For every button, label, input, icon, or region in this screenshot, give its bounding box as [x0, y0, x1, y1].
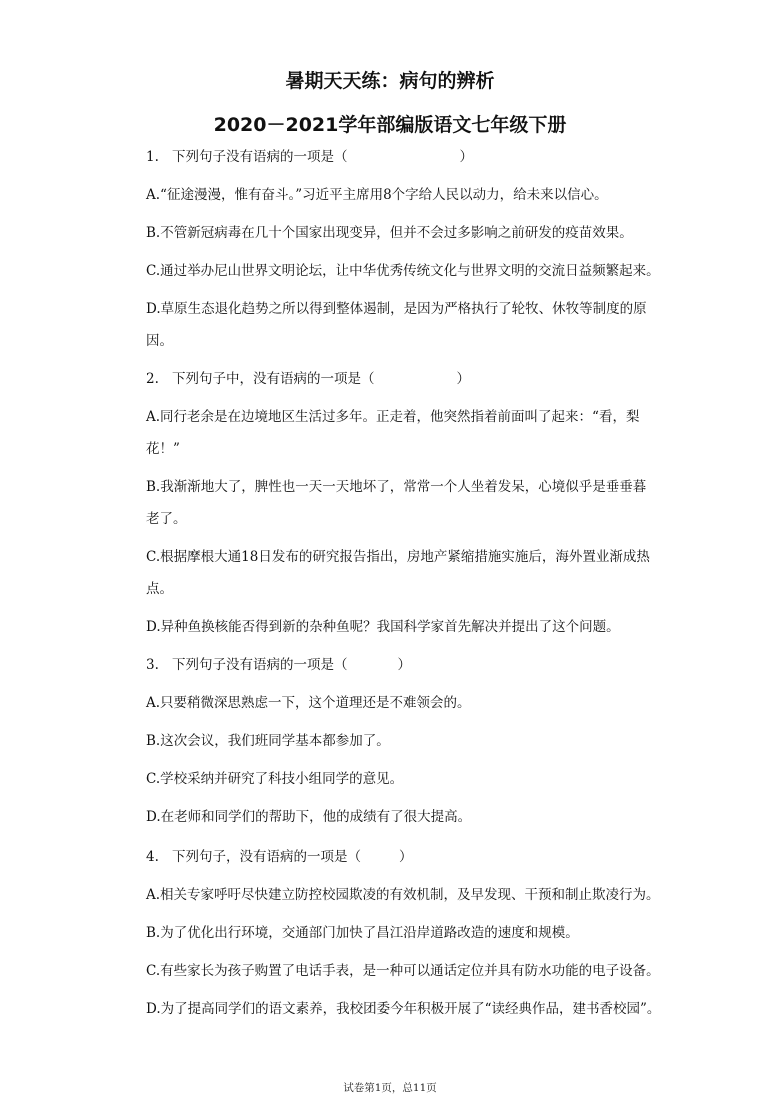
question-3-text: 下列句子没有语病的一项是（ — [172, 657, 348, 673]
question-2-option-a-line2: 花！” — [146, 441, 180, 457]
page-subtitle: 2020－2021学年部编版语文七年级下册 — [213, 114, 567, 136]
question-2-option-a-line1: A.同行老余是在边境地区生活过多年。正走着，他突然指着前面叫了起来：“看，梨 — [146, 409, 640, 425]
question-2-option-d: D.异种鱼换核能否得到新的杂种鱼呢？我国科学家首先解决并提出了这个问题。 — [146, 619, 620, 635]
question-2-option-c-line2: 点。 — [146, 581, 173, 597]
question-4-close: ） — [399, 849, 413, 865]
question-3-option-a: A.只要稍微深思熟虑一下，这个道理还是不难领会的。 — [146, 695, 471, 711]
question-1-stem — [146, 148, 473, 166]
question-3-option-d: D.在老师和同学们的帮助下，他的成绩有了很大提高。 — [146, 809, 472, 825]
question-2-close: ） — [456, 371, 470, 387]
question-2-number: 2. — [146, 371, 159, 387]
question-1-option-b: B.不管新冠病毒在几十个国家出现变异，但并不会过多影响之前研发的疫苗效果。 — [146, 225, 633, 241]
question-3-number: 3. — [146, 657, 159, 673]
question-4-stem — [146, 848, 413, 866]
question-3-stem — [146, 656, 411, 674]
question-3-option-b: B.这次会议，我们班同学基本都参加了。 — [146, 733, 390, 749]
question-1-close: ） — [459, 149, 473, 165]
question-2-option-b-line1: B.我渐渐地大了，脾性也一天一天地坏了，常常一个人坐着发呆，心境似乎是垂垂暮 — [146, 479, 647, 495]
page-footer: 试卷第1页，总11页 — [343, 1082, 437, 1094]
question-1-option-d-line2: 因。 — [146, 333, 173, 349]
question-4-option-b: B.为了优化出行环境，交通部门加快了昌江沿岸道路改造的速度和规模。 — [146, 925, 579, 941]
question-4-option-c: C.有些家长为孩子购置了电话手表，是一种可以通话定位并具有防水功能的电子设备。 — [146, 963, 660, 979]
question-2-stem — [146, 370, 470, 388]
question-4-text: 下列句子，没有语病的一项是（ — [172, 849, 361, 865]
question-3-close: ） — [397, 657, 411, 673]
question-2-option-c-line1: C.根据摩根大通18日发布的研究报告指出，房地产紧缩措施实施后，海外置业渐成热 — [146, 549, 650, 565]
question-1-text: 下列句子没有语病的一项是（ — [172, 149, 348, 165]
question-4-option-a: A.相关专家呼吁尽快建立防控校园欺凌的有效机制，及早发现、干预和制止欺凌行为。 — [146, 887, 660, 903]
question-2-option-b-line2: 老了。 — [146, 511, 187, 527]
question-1-option-a: A.“征途漫漫，惟有奋斗。”习近平主席用8个字给人民以动力，给未来以信心。 — [146, 187, 608, 203]
question-1-option-c: C.通过举办尼山世界文明论坛，让中华优秀传统文化与世界文明的交流日益频繁起来。 — [146, 263, 660, 279]
question-4-option-d: D.为了提高同学们的语文素养，我校团委今年积极开展了“读经典作品，建书香校园”。 — [146, 1001, 661, 1017]
question-4-number: 4. — [146, 849, 159, 865]
question-1-option-d-line1: D.草原生态退化趋势之所以得到整体遏制，是因为严格执行了轮牧、休牧等制度的原 — [146, 301, 647, 317]
page-title: 暑期天天练：病句的辨析 — [285, 70, 495, 92]
question-1-number: 1. — [146, 149, 159, 165]
question-2-text: 下列句子中，没有语病的一项是（ — [172, 371, 375, 387]
question-3-option-c: C.学校采纳并研究了科技小组同学的意见。 — [146, 771, 404, 787]
